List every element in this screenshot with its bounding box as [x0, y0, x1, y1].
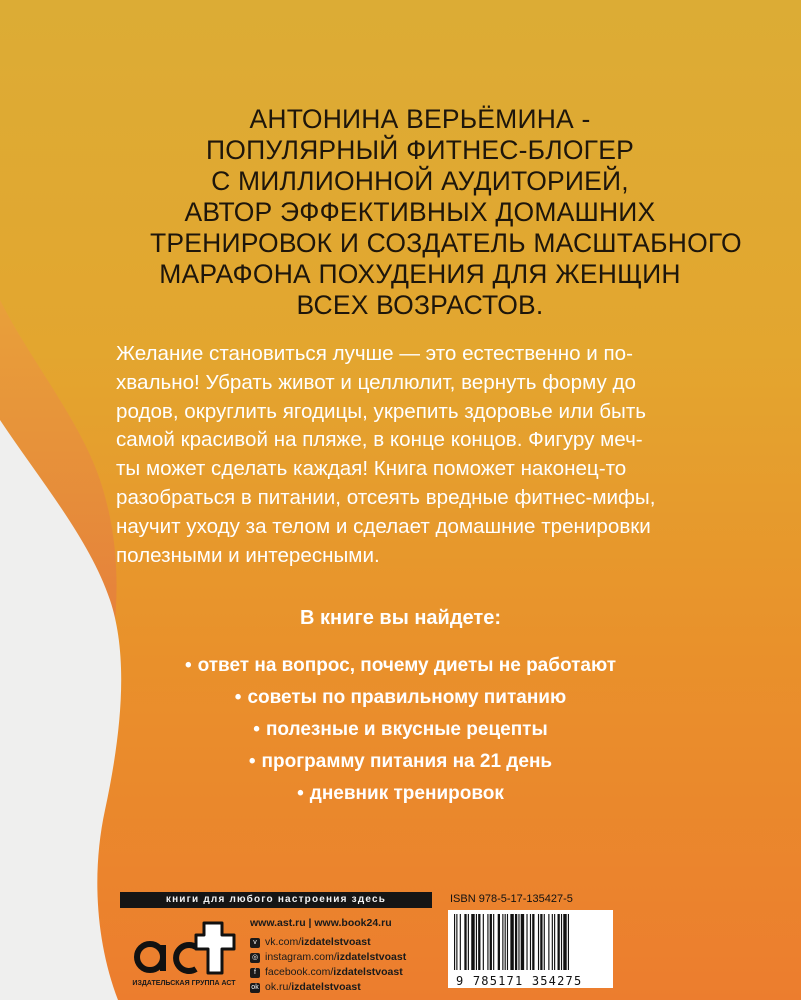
social-links [250, 935, 406, 995]
social-handle: izdatelstvoast [336, 951, 407, 963]
author-line: ПОПУЛЯРНЫЙ ФИТНЕС-БЛОГЕР [206, 135, 634, 165]
feature-item: • программу питания на 21 день [0, 746, 801, 778]
author-line: ВСЕХ ВОЗРАСТОВ. [296, 290, 544, 320]
features-heading: В книге вы найдете: [300, 607, 501, 629]
social-handle: izdatelstvoast [333, 966, 403, 978]
social-link-vk[interactable] [250, 935, 406, 950]
social-link-odnoklassniki[interactable] [250, 980, 406, 995]
description-line: Желание становиться лучше — это естественно и по- [116, 342, 633, 365]
social-handle: izdatelstvoast [301, 936, 371, 948]
author-line: АВТОР ЭФФЕКТИВНЫХ ДОМАШНИХ [184, 197, 656, 227]
description-line: родов, округлить ягодицы, укрепить здоровье или быть [116, 399, 646, 423]
author-line: МАРАФОНА ПОХУДЕНИЯ ДЛЯ ЖЕНЩИН [159, 259, 681, 289]
author-line: АНТОНИНА ВЕРЬЁМИНА - [249, 104, 591, 134]
publisher-slogan: книги для любого настроения здесь [120, 892, 432, 908]
social-link-facebook[interactable] [250, 965, 406, 980]
odnoklassniki-icon: ok [251, 983, 259, 991]
description-line: самой красивой на пляже, в конце концов. Фигуру меч- [116, 428, 643, 452]
description-line: разобраться в питании, отсеять вредные фитнес-мифы, [116, 485, 656, 509]
social-prefix: facebook.com/ [265, 966, 334, 978]
description-line: научит уходу за телом и сделает домашние тренировки [116, 514, 651, 538]
facebook-icon: f [250, 968, 260, 978]
social-prefix: ok.ru/ [265, 981, 292, 993]
publisher-websites[interactable]: www.ast.ru | www.book24.ru [250, 917, 392, 929]
social-prefix: vk.com/ [265, 936, 302, 948]
author-line: ТРЕНИРОВОК И СОЗДАТЕЛЬ МАСШТАБНОГО [150, 228, 742, 258]
barcode-digits: 9 785171 354275 [456, 974, 583, 988]
barcode [448, 910, 613, 988]
social-prefix: instagram.com/ [265, 951, 337, 963]
feature-item: • полезные и вкусные рецепты [0, 714, 801, 746]
description-line: полезными и интересными. [116, 543, 380, 567]
author-line: С МИЛЛИОННОЙ АУДИТОРИЕЙ, [211, 166, 629, 196]
feature-item: • ответ на вопрос, почему диеты не работают [0, 650, 801, 682]
description-line: хвально! Убрать живот и целлюлит, вернуть форму до [116, 370, 636, 394]
book-description [116, 340, 716, 570]
author-bio [150, 104, 742, 321]
social-handle: izdatelstvoast [291, 981, 361, 993]
isbn-label: ISBN 978-5-17-135427-5 [450, 893, 573, 905]
instagram-icon: ◎ [251, 953, 259, 961]
feature-item: • советы по правильному питанию [0, 682, 801, 714]
vk-icon: v [250, 938, 260, 948]
description-line: ты может сделать каждая! Книга поможет наконец-то [116, 457, 627, 481]
features-list [0, 650, 801, 810]
barcode-bars [448, 910, 613, 974]
feature-item: • дневник тренировок [0, 778, 801, 810]
publisher-logo-caption: ИЗДАТЕЛЬСКАЯ ГРУППА АСТ [132, 980, 236, 987]
social-link-instagram[interactable] [250, 950, 406, 965]
